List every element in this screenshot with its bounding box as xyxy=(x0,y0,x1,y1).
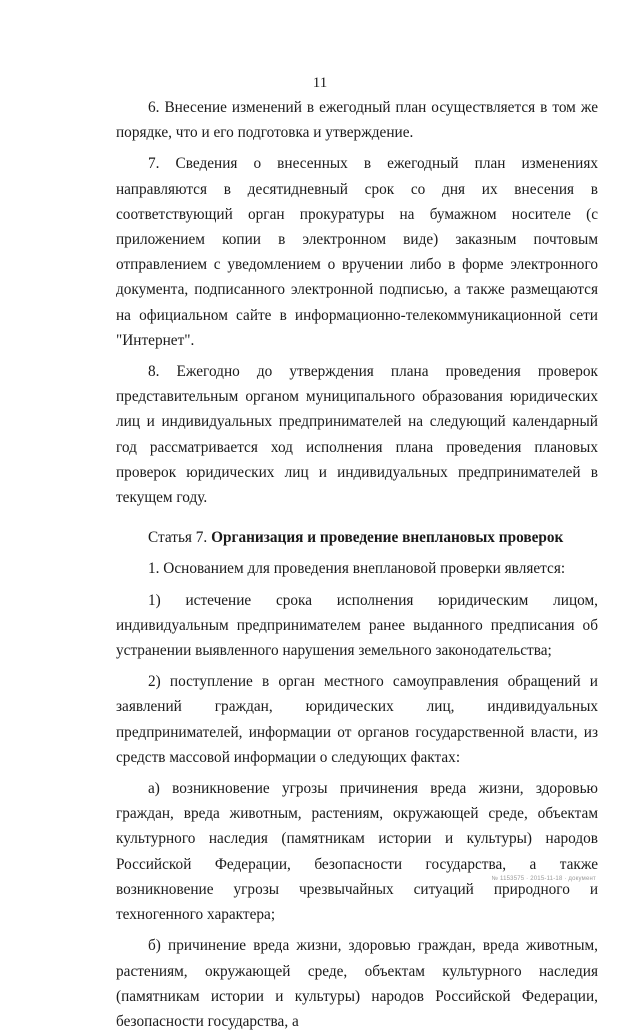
article-subitem-a: а) возникновение угрозы причинения вреда жизни, здоровью граждан, вреда животным, растениям, окружающей среде, объектам культурного наследия (памятникам истории и культуры) народов Российской Федерации, безопасности государства, а также возникновение угрозы чрезвычайных ситуаций природного и техногенного характера; xyxy=(116,780,598,924)
paragraph-6: 6. Внесение изменений в ежегодный план осуществляется в том же порядке, что и его подготовка и утверждение. xyxy=(116,99,598,142)
paragraph-7: 7. Сведения о внесенных в ежегодный план изменениях направляются в десятидневный срок со дня их внесения в соответствующий орган прокуратуры на бумажном носителе (с приложением копии в электронном виде) заказным почтовым отправлением с уведомлением о вручении либо в форме электронного документа, подписанного электронной подписью, а также размещаются на официальном сайте в информационно-телекоммуникационной сети "Интернет". xyxy=(116,155,598,349)
article-subitem-b: б) причинение вреда жизни, здоровью граждан, вреда животным, растениям, окружающей среде, объектам культурного наследия (памятникам истории и культуры) народов Российской Федерации, безопасности государства, а xyxy=(116,937,598,1030)
article-item-1: 1) истечение срока исполнения юридическим лицом, индивидуальным предпринимателем ранее выданного предписания об устранении выявленного нарушения земельного законодательства; xyxy=(116,591,598,660)
paragraph-8: 8. Ежегодно до утверждения плана проведения проверок представительным органом муниципального образования юридических лиц и индивидуальных предпринимателей на следующий календарный год рассматривается ход исполнения плана проведения плановых проверок юридических лиц и индивидуальных предпринимателей в текущем году. xyxy=(116,363,598,507)
article-heading xyxy=(116,525,598,550)
article-title: Организация и проведение внеплановых проверок xyxy=(211,529,564,547)
document-body xyxy=(116,95,598,1034)
footer-stamp: № 1153575 · 2015-11-18 · документ xyxy=(491,876,596,882)
page-number: 11 xyxy=(312,75,328,91)
article-clause-1: 1. Основанием для проведения внеплановой проверки является: xyxy=(148,560,566,578)
article-item-2: 2) поступление в орган местного самоуправления обращений и заявлений граждан, юридических лиц, индивидуальных предпринимателей, информации от органов государственной власти, из средств массовой информации о следующих фактах: xyxy=(116,673,598,766)
article-number: Статья 7. xyxy=(148,529,208,547)
